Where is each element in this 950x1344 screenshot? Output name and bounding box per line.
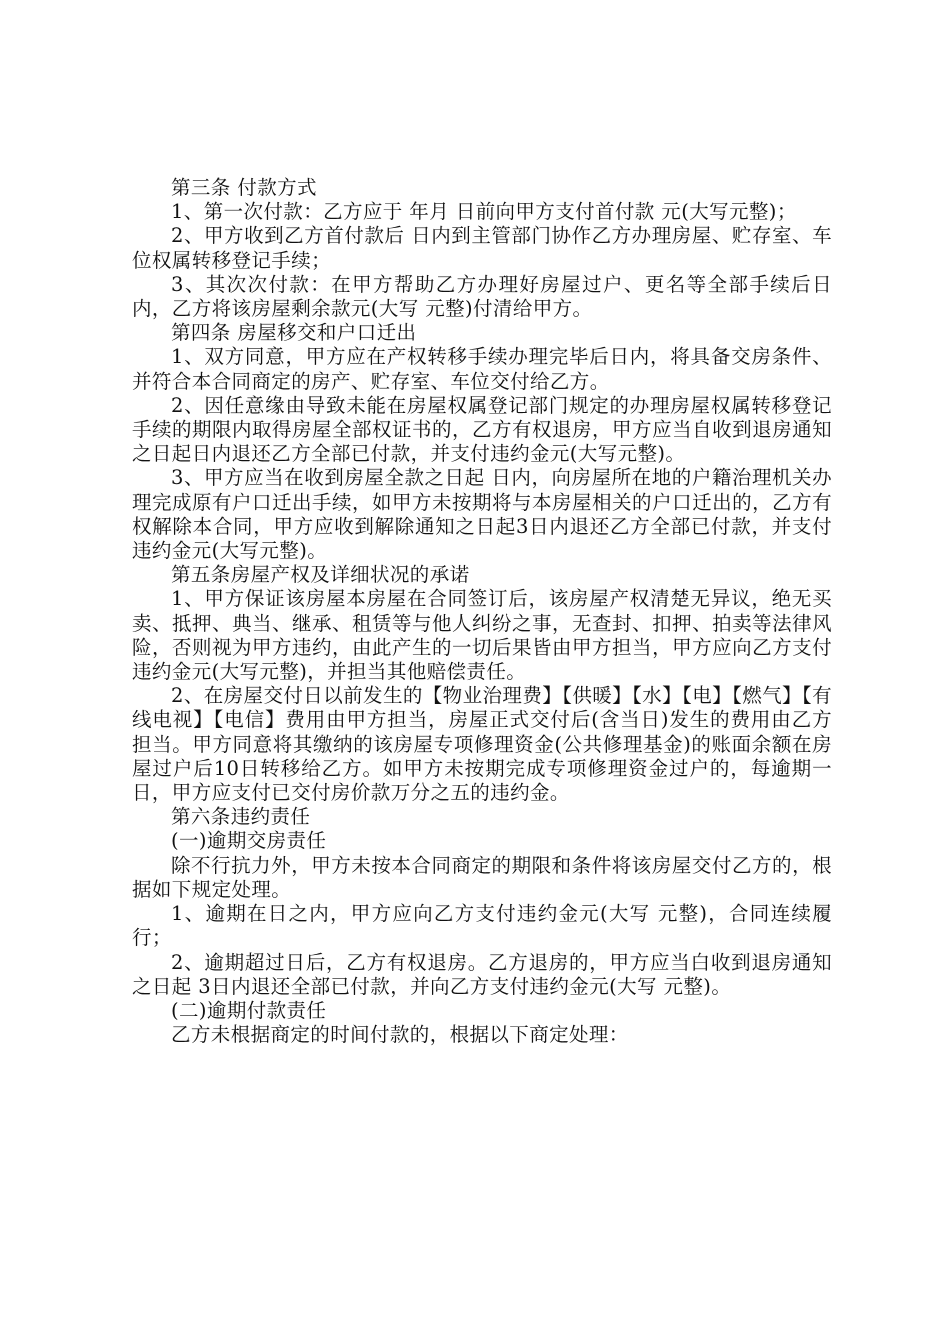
clause-force-majeure: 除不行抗力外，甲方未按本合同商定的期限和条件将该房屋交付乙方的，根据如下规定处理。 [132, 853, 832, 901]
subsection-late-delivery: (一)逾期交房责任 [171, 829, 327, 853]
clause-property-guarantee: 1、甲方保证该房屋本房屋在合同签订后，该房屋产权清楚无异议，绝无买卖、抵押、典当、继承、租赁等与他人纠纷之事，无查封、扣押、拍卖等法律风险，否则视为甲方违约，由此产生的一切后果皆由甲方担当，甲方应向乙方支付违约金元(大写元整)，并担当其他赔偿责任。 [132, 587, 832, 684]
clause-first-payment: 1、第一次付款：乙方应于 年月 日前向甲方支付首付款 元(大写元整)； [171, 200, 797, 224]
clause-delay-beyond: 2、逾期超过日后，乙方有权退房。乙方退房的，甲方应当白收到退房通知之日起 3日内退还全部已付款，并向乙方支付违约金元(大写 元整)。 [132, 950, 832, 998]
section-heading-liability: 第六条违约责任 [171, 805, 311, 829]
clause-delay-within: 1、逾期在日之内，甲方应向乙方支付违约金元(大写 元整)，合同连续履行； [132, 902, 832, 950]
clause-household-registration: 3、甲方应当在收到房屋全款之日起 日内，向房屋所在地的户籍治理机关办理完成原有户口迁出手续，如甲方未按期将与本房屋相关的户口迁出的，乙方有权解除本合同，甲方应收到解除通知之日起3日内退还乙方全部已付款，并支付违约金元(大写元整)。 [132, 466, 832, 563]
clause-title-certificate: 2、因任意缘由导致未能在房屋权属登记部门规定的办理房屋权属转移登记手续的期限内取得房屋全部权证书的，乙方有权退房，甲方应当自收到退房通知之日起日内退还乙方全部已付款，并支付违约金元(大写元整)。 [132, 393, 832, 466]
section-heading-commitment: 第五条房屋产权及详细状况的承诺 [171, 563, 470, 587]
section-heading-payment: 第三条 付款方式 [171, 176, 317, 199]
section-heading-handover: 第四条 房屋移交和户口迁出 [171, 321, 417, 345]
clause-fees: 2、在房屋交付日以前发生的【物业治理费】【供暖】【水】【电】【燃气】【有线电视】【电信】费用由甲方担当，房屋正式交付后(含当日)发生的费用由乙方担当。甲方同意将其缴纳的该房屋专项修理资金(公共修理基金)的账面余额在房屋过户后10日转移给乙方。如甲方未按期完成专项修理资金过户的，每逾期一日，甲方应支付已交付房价款万分之五的违约金。 [132, 684, 832, 805]
clause-late-payment-handling: 乙方未根据商定的时间付款的，根据以下商定处理： [171, 1023, 629, 1047]
contract-body [132, 176, 832, 1047]
clause-transfer-registration: 2、甲方收到乙方首付款后 日内到主管部门协作乙方办理房屋、贮存室、车位权属转移登记手续； [132, 224, 832, 272]
subsection-late-payment: (二)逾期付款责任 [171, 998, 327, 1022]
clause-handover: 1、双方同意，甲方应在产权转移手续办理完毕后日内，将具备交房条件、并符合本合同商定的房产、贮存室、车位交付给乙方。 [132, 345, 832, 393]
clause-second-payment: 3、其次次付款：在甲方帮助乙方办理好房屋过户、更名等全部手续后日内，乙方将该房屋剩余款元(大写 元整)付清给甲方。 [132, 272, 832, 321]
